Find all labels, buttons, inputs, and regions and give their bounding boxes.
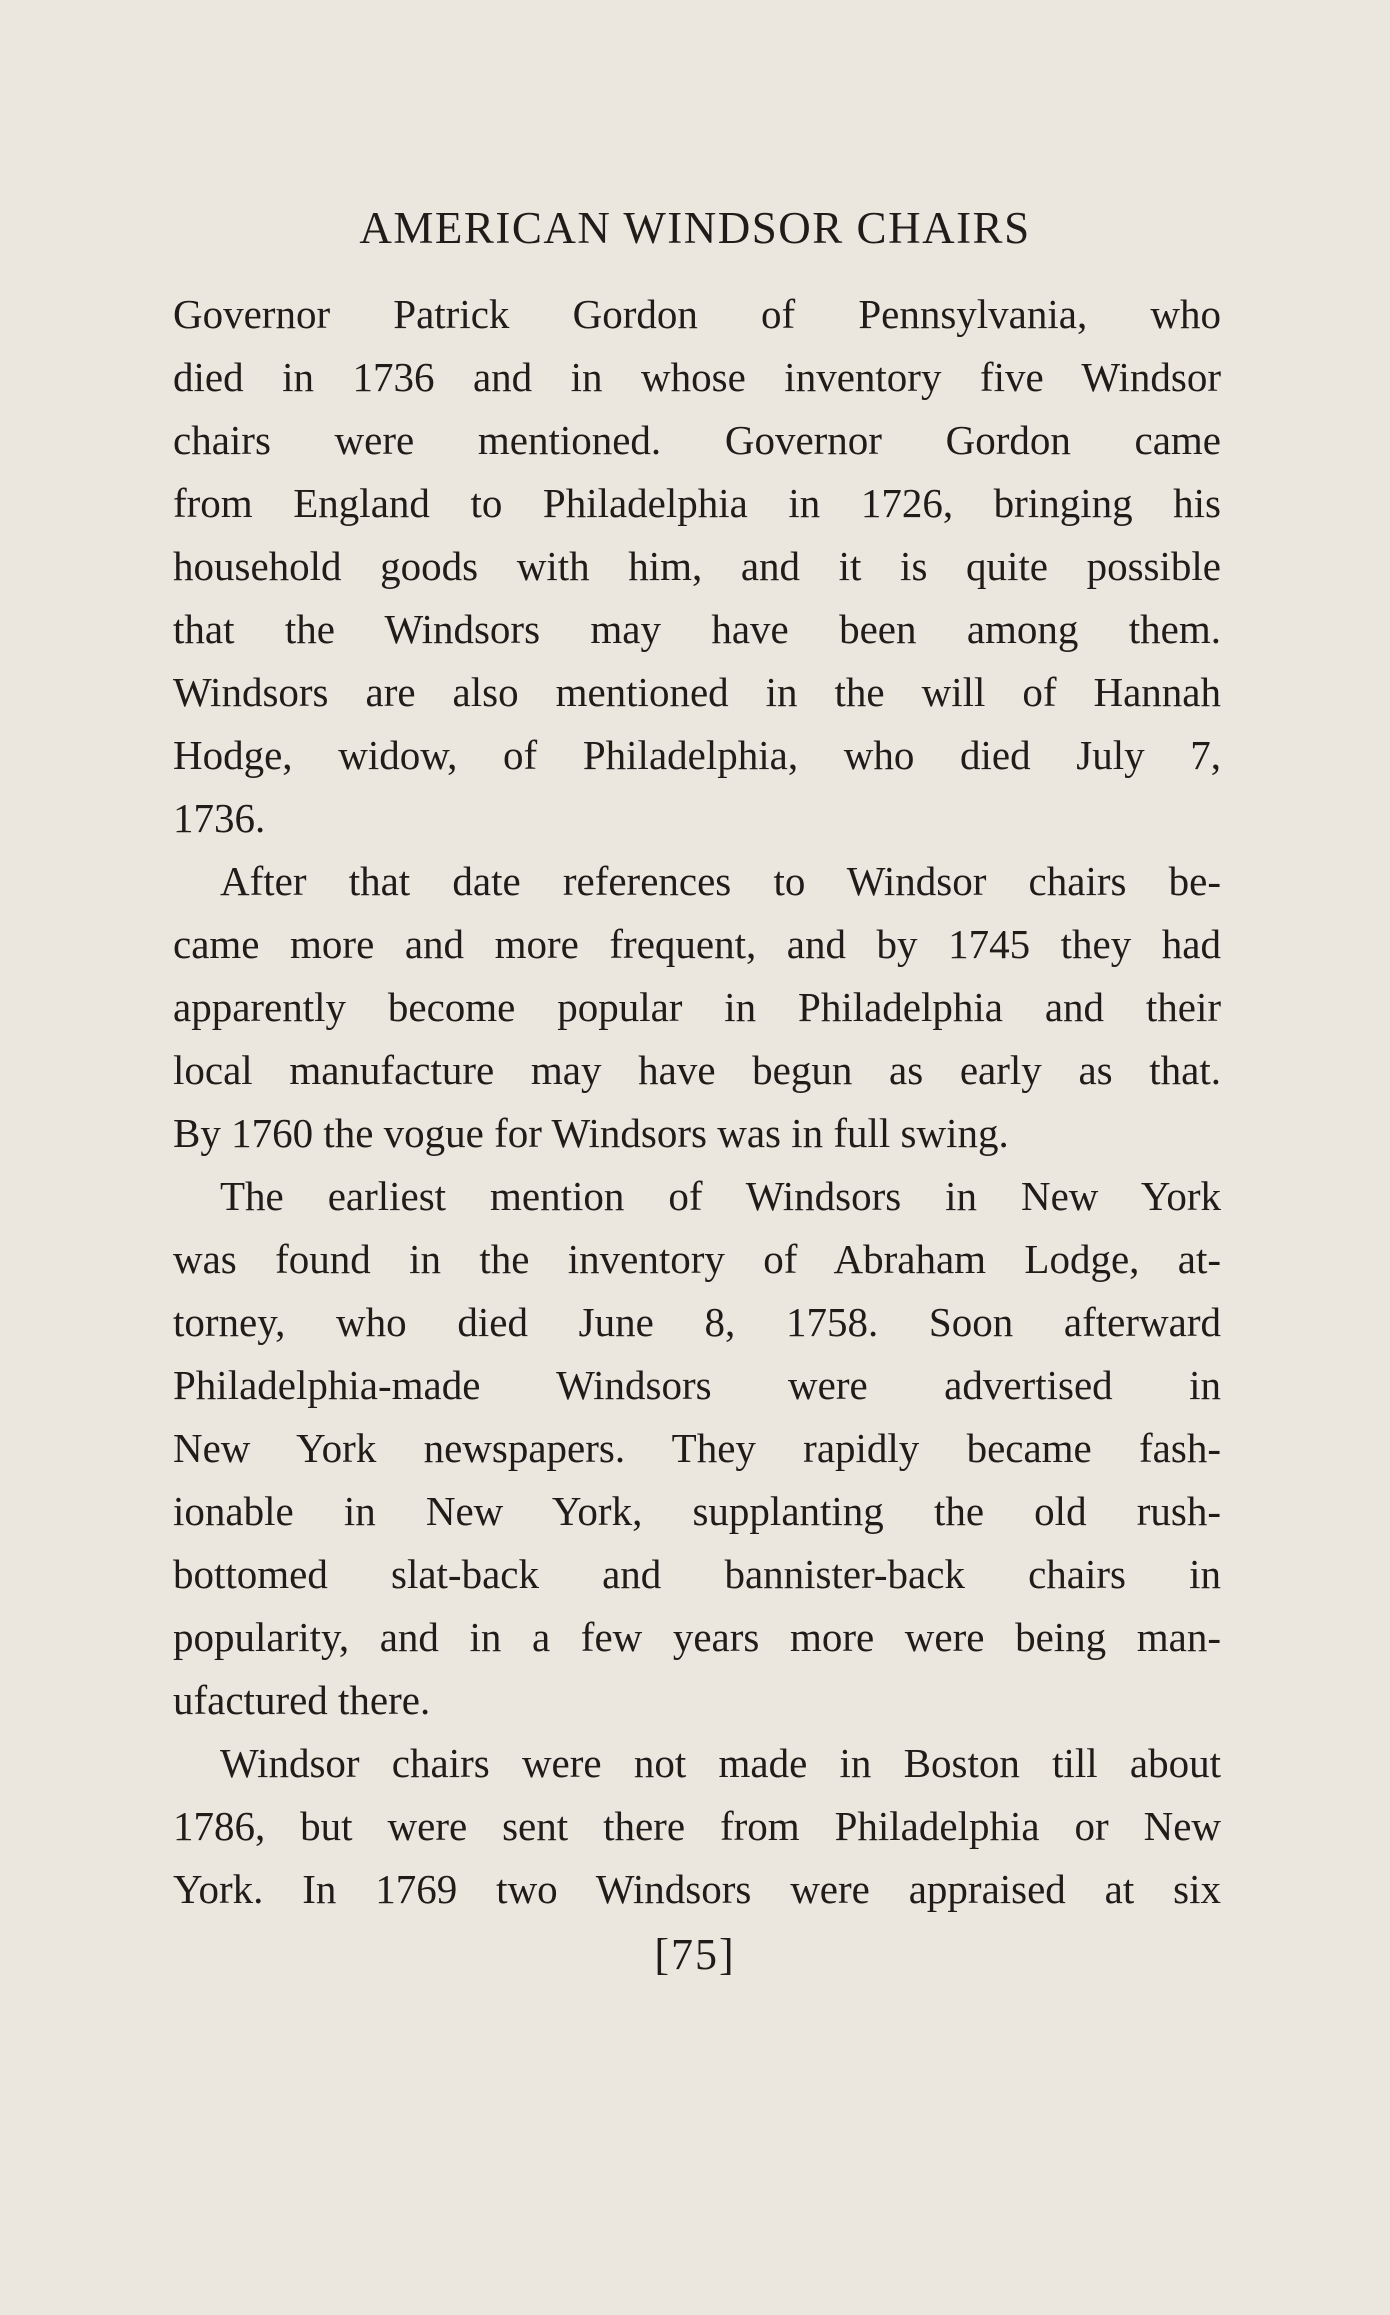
text-line: household goods with him, and it is quite possible — [173, 543, 1221, 589]
text-line: was found in the inventory of Abraham Lodge, at- — [173, 1236, 1221, 1282]
text-line: torney, who died June 8, 1758. Soon afterward — [173, 1299, 1221, 1345]
text-line: from England to Philadelphia in 1726, bringing his — [173, 480, 1221, 526]
text-line: Windsor chairs were not made in Boston till about — [220, 1740, 1221, 1786]
text-line: York. In 1769 two Windsors were appraised at six — [173, 1866, 1221, 1912]
text-line: Hodge, widow, of Philadelphia, who died July 7, — [173, 732, 1221, 778]
text-line: 1736. — [173, 795, 266, 841]
text-line: chairs were mentioned. Governor Gordon came — [173, 417, 1221, 463]
text-line: By 1760 the vogue for Windsors was in full swing. — [173, 1110, 1009, 1156]
text-line: died in 1736 and in whose inventory five Windsor — [173, 354, 1221, 400]
text-line: After that date references to Windsor chairs be- — [220, 858, 1221, 904]
text-line: came more and more frequent, and by 1745 they had — [173, 921, 1221, 967]
text-line: The earliest mention of Windsors in New York — [220, 1173, 1221, 1219]
text-line: ufactured there. — [173, 1677, 431, 1723]
text-line: ionable in New York, supplanting the old rush- — [173, 1488, 1221, 1534]
text-line: 1786, but were sent there from Philadelphia or New — [173, 1803, 1221, 1849]
text-line: popularity, and in a few years more were being man- — [173, 1614, 1221, 1660]
text-line: New York newspapers. They rapidly became fash- — [173, 1425, 1221, 1471]
text-line: that the Windsors may have been among them. — [173, 606, 1221, 652]
running-title: AMERICAN WINDSOR CHAIRS — [359, 203, 1031, 253]
text-line: Governor Patrick Gordon of Pennsylvania, who — [173, 291, 1221, 337]
text-line: local manufacture may have begun as early as that. — [173, 1047, 1221, 1093]
body-text — [173, 283, 1221, 1921]
text-line: bottomed slat-back and bannister-back chairs in — [173, 1551, 1221, 1597]
text-line: apparently become popular in Philadelphia and their — [173, 984, 1221, 1030]
text-line: Philadelphia-made Windsors were advertised in — [173, 1362, 1221, 1408]
text-line: Windsors are also mentioned in the will of Hannah — [173, 669, 1221, 715]
page-number: [75] — [654, 1930, 736, 1979]
